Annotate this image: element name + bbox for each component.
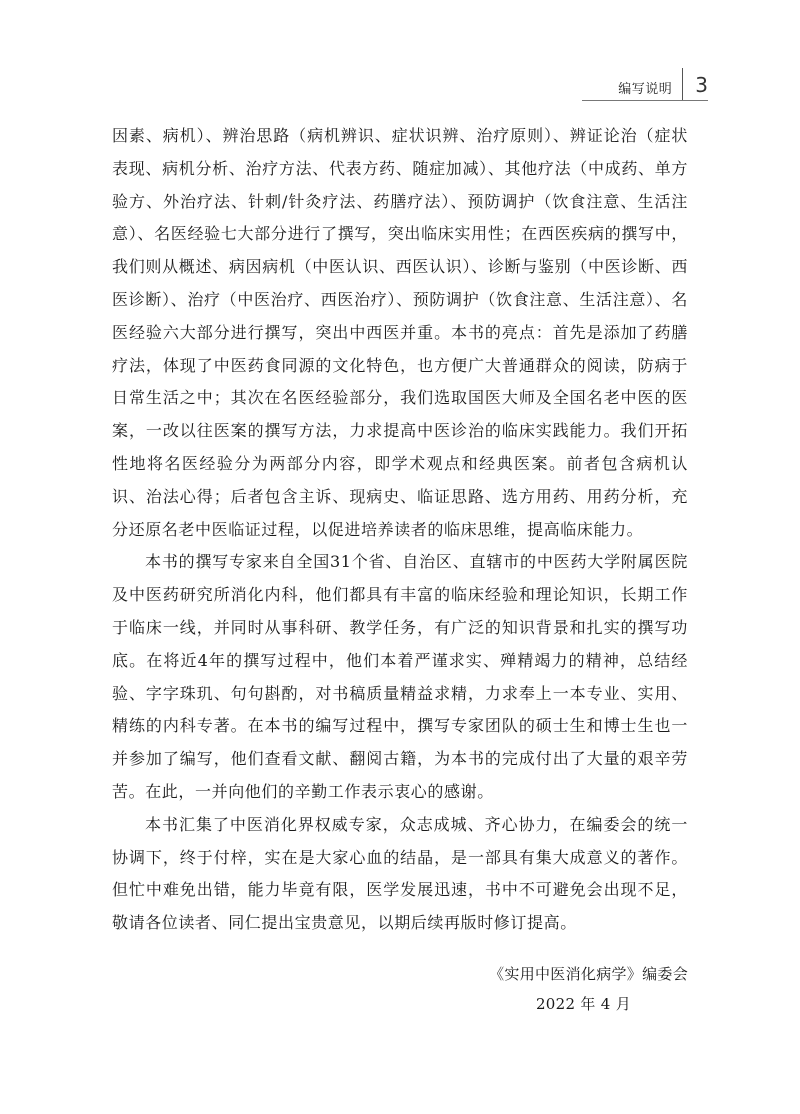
body-text [112, 120, 688, 940]
paragraph-authors: 本书的撰写专家来自全国31个省、自治区、直辖市的中医药大学附属医院及中医药研究所消化内科，他们都具有丰富的临床经验和理论知识，长期工作于临床一线，并同时从事科研、教学任务，有广泛的知识背景和扎实的撰写功底。在将近4年的撰写过程中，他们本着严谨求实、殚精竭力的精神，总结经验、字字珠玑、句句斟酌，对书稿质量精益求精，力求奉上一本专业、实用、精练的内科专著。在本书的编写过程中，撰写专家团队的硕士生和博士生也一并参加了编写，他们查看文献、翻阅古籍，为本书的完成付出了大量的艰辛劳苦。在此，一并向他们的辛勤工作表示衷心的感谢。 [112, 552, 688, 801]
section-title: 编写说明 [618, 81, 673, 97]
page-number: 3 [695, 73, 708, 97]
signature-committee: 《实用中医消化病学》编委会 [489, 965, 688, 983]
running-header [618, 66, 708, 102]
paragraph-continued: 因素、病机）、辨治思路（病机辨识、症状识辨、治疗原则）、辨证论治（症状表现、病机分析、治疗方法、代表方药、随症加减）、其他疗法（中成药、单方验方、外治疗法、针刺/针灸疗法、药膳疗法）、预防调护（饮食注意、生活注意）、名医经验七大部分进行了撰写，突出临床实用性；在西医疾病的撰写中，我们则从概述、病因病机（中医认识、西医认识）、诊断与鉴别（中医诊断、西医诊断）、治疗（中医治疗、西医治疗）、预防调护（饮食注意、生活注意）、名医经验六大部分进行撰写，突出中西医并重。本书的亮点：首先是添加了药膳疗法，体现了中医药食同源的文化特色，也方便广大普通群众的阅读，防病于日常生活之中；其次在名医经验部分，我们选取国医大师及全国名老中医的医案，一改以往医案的撰写方法，力求提高中医诊治的临床实践能力。我们开拓性地将名医经验分为两部分内容，即学术观点和经典医案。前者包含病机认识、治法心得；后者包含主诉、现病史、临证思路、选方用药、用药分析，充分还原名老中医临证过程，以促进培养读者的临床思维，提高临床能力。 [112, 126, 688, 539]
signature-date: 2022 年 4 月 [535, 995, 631, 1013]
paragraph-closing: 本书汇集了中医消化界权威专家，众志成城、齐心协力，在编委会的统一协调下，终于付梓，实在是大家心血的结晶，是一部具有集大成意义的著作。但忙中难免出错，能力毕竟有限，医学发展迅速，书中不可避免会出现不足，敬请各位读者、同仁提出宝贵意见，以期后续再版时修订提高。 [112, 814, 688, 933]
header-rule [582, 100, 708, 101]
header-divider [682, 68, 683, 100]
